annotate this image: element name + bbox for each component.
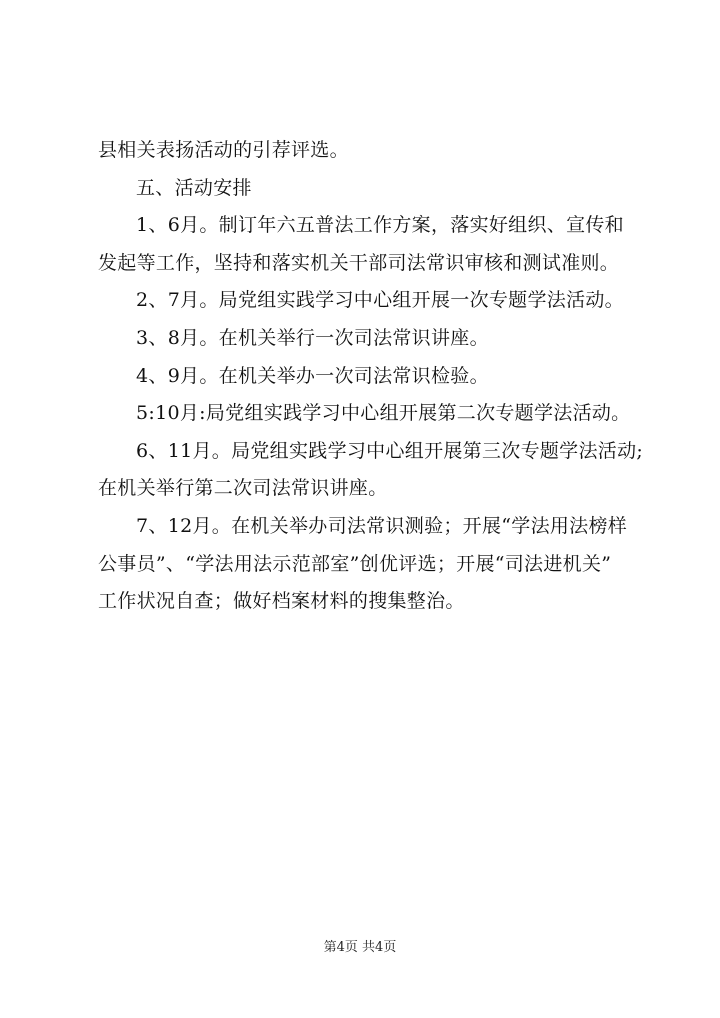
text-line-4: 发起等工作，坚持和落实机关干部司法常识审核和测试准则。: [98, 251, 620, 274]
text-line-9: 6、11月。局党组实践学习中心组开展第三次专题学法活动;: [136, 439, 644, 462]
text-line-11: 7、12月。在机关举办司法常识测验；开展“学法用法榜样: [136, 514, 628, 537]
text-line-1: 县相关表扬活动的引荐评选。: [98, 139, 349, 161]
text-line-7: 4、9月。在机关举办一次司法常识检验。: [136, 364, 489, 387]
text-line-8: 5:10月:局党组实践学习中心组开展第二次专题学法活动。: [136, 402, 631, 425]
section-heading-activity-arrangement: 五、活动安排: [136, 176, 252, 199]
text-line-6: 3、8月。在机关举行一次司法常识讲座。: [136, 326, 489, 349]
text-line-12: 公事员”、“学法用法示范部室”创优评选；开展“司法进机关”: [98, 552, 612, 575]
document-body: [98, 132, 644, 621]
text-line-10: 在机关举行第二次司法常识讲座。: [98, 477, 388, 500]
text-line-3: 1、6月。制订年六五普法工作方案，落实好组织、宣传和: [136, 214, 624, 237]
text-line-13: 工作状况自查；做好档案材料的搜集整治。: [98, 590, 465, 613]
page-number-footer: 第4页 共4页: [323, 940, 397, 955]
text-line-5: 2、7月。局党组实践学习中心组开展一次专题学法活动。: [136, 289, 624, 312]
